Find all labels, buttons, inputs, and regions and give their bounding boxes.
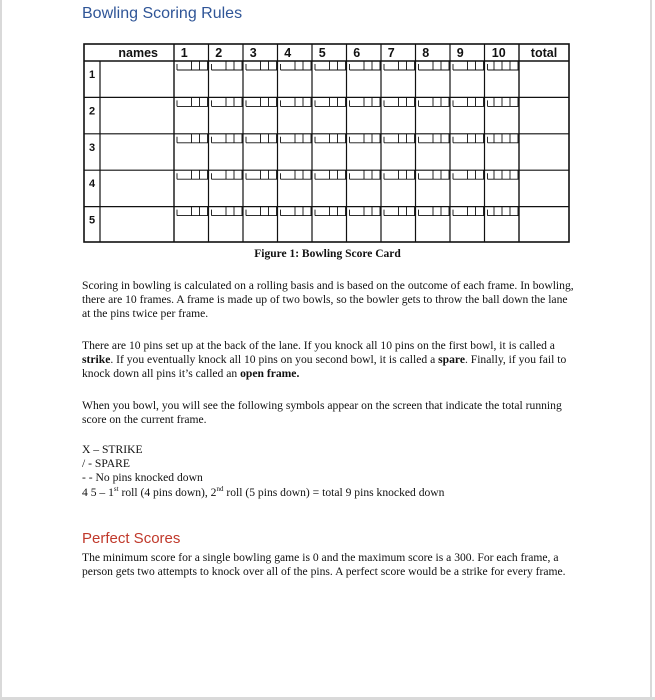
score-card-labels [89, 46, 557, 227]
header-frame-4: 4 [284, 46, 292, 60]
example-text: roll (4 pins down), 2 [118, 486, 217, 499]
perfect-scores-heading: Perfect Scores [82, 530, 181, 547]
paragraph-perfect-scores: The minimum score for a single bowling game is 0 and the maximum score is a 300. For each frame, a person gets two attempts to knock over all of the pins. A perfect score would be a strike for every frame. [82, 551, 566, 578]
example-text: roll (5 pins down) = total 9 pins knocked down [223, 486, 445, 499]
superscript-nd: nd [216, 485, 224, 494]
page-edge-left [0, 0, 2, 700]
header-frame-2: 2 [215, 46, 223, 60]
paragraph-symbols-intro: When you bowl, you will see the following symbols appear on the screen that indicate the total running score on the current frame. [82, 399, 562, 426]
row-number-2: 2 [88, 105, 96, 118]
symbol-example [82, 486, 444, 500]
page-edge-right [650, 0, 652, 700]
header-frame-5: 5 [318, 46, 326, 60]
header-names: names [118, 46, 158, 60]
row-number-1: 1 [88, 69, 96, 81]
superscript-st: st [113, 485, 119, 494]
header-frame-10: 10 [491, 46, 506, 60]
term-strike: strike [82, 353, 111, 366]
symbol-spare: / - SPARE [82, 457, 130, 470]
header-total: total [530, 46, 558, 60]
header-frame-7: 7 [387, 46, 395, 60]
header-frame-3: 3 [249, 46, 257, 60]
symbol-no-pins: - - No pins knocked down [82, 471, 203, 484]
score-card-grid [84, 44, 569, 242]
row-number-5: 5 [88, 214, 96, 227]
paragraph-strike-spare [82, 339, 575, 381]
row-number-3: 3 [88, 141, 96, 154]
bowling-score-card [83, 43, 570, 243]
header-frame-9: 9 [456, 46, 464, 60]
symbol-strike: X – STRIKE [82, 443, 143, 456]
paragraph-text: . If you eventually knock all 10 pins on you second bowl, it is called a [110, 353, 439, 366]
paragraph-text: . Finally, if you fail to knock down all pins it’s called an [82, 353, 567, 380]
term-open-frame: open frame. [240, 367, 300, 380]
header-frame-1: 1 [180, 46, 188, 60]
paragraph-scoring-intro: Scoring in bowling is calculated on a rolling basis and is based on the outcome of each frame. In bowling, there are 10 frames. A frame is made up of two bowls, so the bowler gets to throw the ball down the lane at the pins twice per frame. [82, 279, 574, 320]
paragraph-text: There are 10 pins set up at the back of the lane. If you knock all 10 pins on the first bowl, it is called a [82, 339, 555, 352]
header-frame-8: 8 [422, 46, 430, 60]
header-frame-6: 6 [353, 46, 361, 60]
figure-caption: Figure 1: Bowling Score Card [254, 248, 401, 260]
term-spare: spare [438, 353, 465, 366]
example-text: 4 5 – 1 [82, 486, 114, 499]
row-number-4: 4 [88, 178, 96, 191]
page-title: Bowling Scoring Rules [82, 5, 243, 22]
